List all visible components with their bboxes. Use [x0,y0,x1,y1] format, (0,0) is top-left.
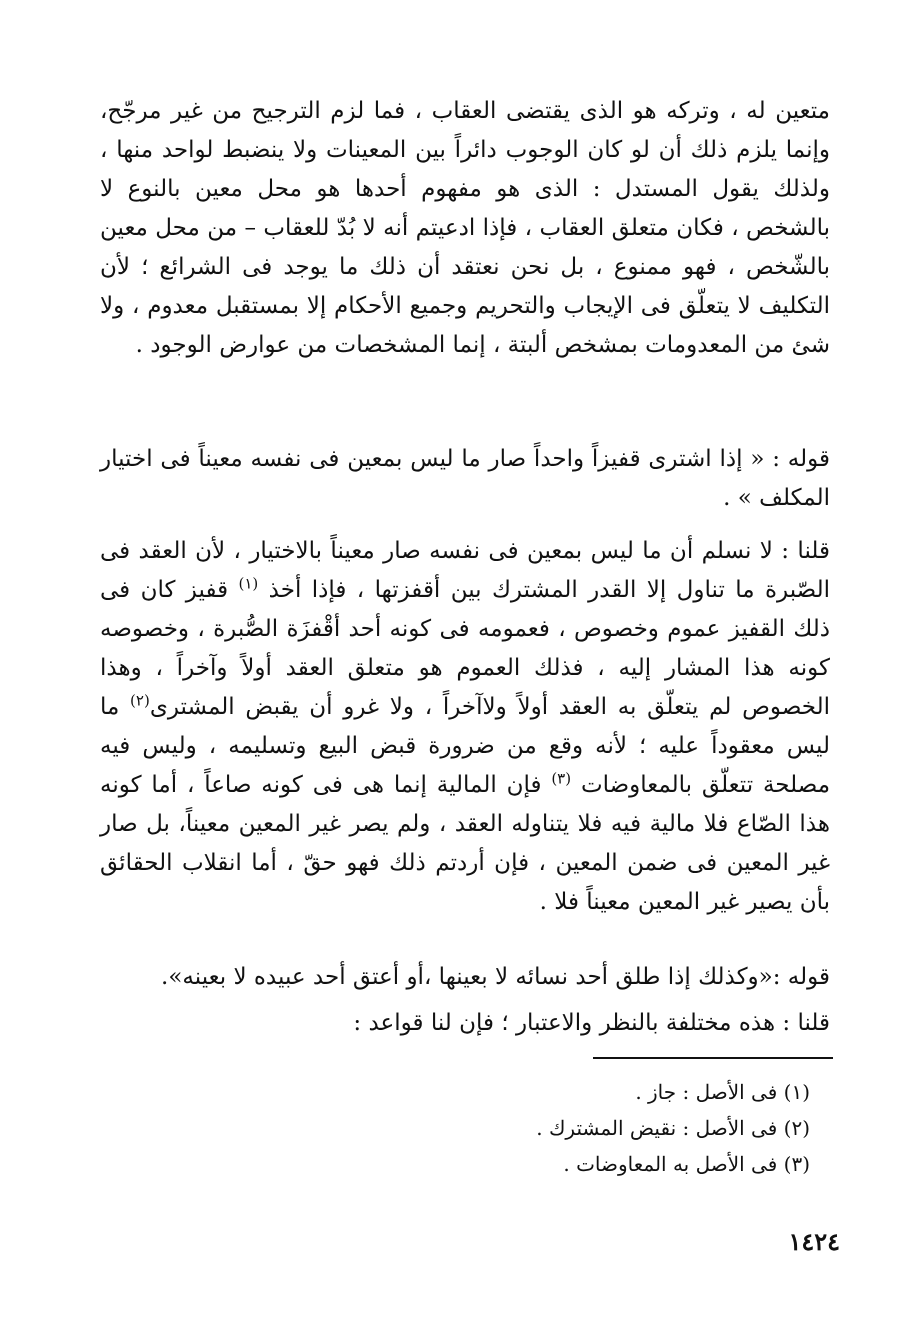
footnote-ref-3: (٣) [551,769,572,788]
footnote-1: (١) فى الأصل : جاز . [635,1080,810,1104]
footnote-3: (٣) فى الأصل به المعاوضات . [563,1152,810,1176]
paragraph-3 [100,532,830,922]
paragraph-4-text: قوله :«وكذلك إذا طلق أحد نسائه لا بعينها ،أو أعتق أحد عبيده لا بعينه». [161,964,830,990]
paragraph-1-text: متعين له ، وتركه هو الذى يقتضى العقاب ، فما لزم الترجيح من غير مرجّح، وإنما يلزم ذلك أن لو كان الوجوب دائراً بين المعينات ولا ينضبط لواحد منها ، ولذلك يقول المستدل : الذى هو مفهوم أحدها هو محل معين بالنوع لا بالشخص ، فكان متعلق العقاب ، فإذا ادعيتم أنه لا بُدّ للعقاب – من محل معين بالشّخص ، فهو ممنوع ، بل نحن نعتقد أن ذلك ما يوجد فى الشرائع ؛ لأن التكليف لا يتعلّق فى الإيجاب والتحريم وجميع الأحكام إلا بمستقبل معدوم ، ولا شئ من المعدومات بمشخص ألبتة ، إنما المشخصات من عوارض الوجود . [100,98,830,358]
footnote-ref-2: (٢) [130,691,150,710]
paragraph-2 [100,440,830,518]
paragraph-1 [100,92,830,365]
footnote-separator [593,1057,833,1059]
paragraph-2-text: قوله : « إذا اشترى قفيزاً واحداً صار ما ليس بمعين فى نفسه معيناً فى اختيار المكلف » . [100,446,830,511]
paragraph-5 [100,1004,830,1043]
footnote-2: (٢) فى الأصل : نقيض المشترك . [536,1116,810,1140]
paragraph-4 [100,958,830,997]
paragraph-3-text-a: قلنا : لا نسلم أن ما ليس بمعين فى نفسه صار معيناً بالاختيار ، لأن العقد فى الصّبرة ما تناول إلا القدر المشترك بين أقفزتها ، فإذا أخذ [100,538,831,603]
paragraph-3-text-c: ما ليس معقوداً عليه ؛ لأنه وقع من ضرورة قبض البيع وتسليمه ، وليس فيه مصلحة تتعلّق بالمعاوضات [100,694,831,798]
paragraph-5-text: قلنا : هذه مختلفة بالنظر والاعتبار ؛ فإن لنا قواعد : [353,1010,830,1036]
footnotes [300,1074,810,1182]
footnote-ref-1: (١) [238,574,259,593]
paragraph-3-text-d: فإن المالية إنما هى فى كونه صاعاً ، أما كونه هذا الصّاع فلا مالية فيه فلا يتناوله العقد ، ولم يصر غير المعين معيناً، بل صار غير المعين فى ضمن المعين ، فإن أردتم ذلك فهو حقّ ، أما انقلاب الحقائق بأن يصير غير المعين معيناً فلا . [100,772,830,915]
page-number: ١٤٢٤ [788,1227,840,1256]
paragraph-3-text-b: قفيز كان فى ذلك القفيز عموم وخصوص ، فعمومه فى كونه أحد أقْفزَة الصُّبرة ، وخصوصه كونه هذا المشار إليه ، فذلك العموم هو متعلق العقد أولاً وآخراً ، وهذا الخصوص لم يتعلّق به العقد أولاً ولاآخراً ، ولا غرو أن يقبض المشترى [100,577,831,720]
